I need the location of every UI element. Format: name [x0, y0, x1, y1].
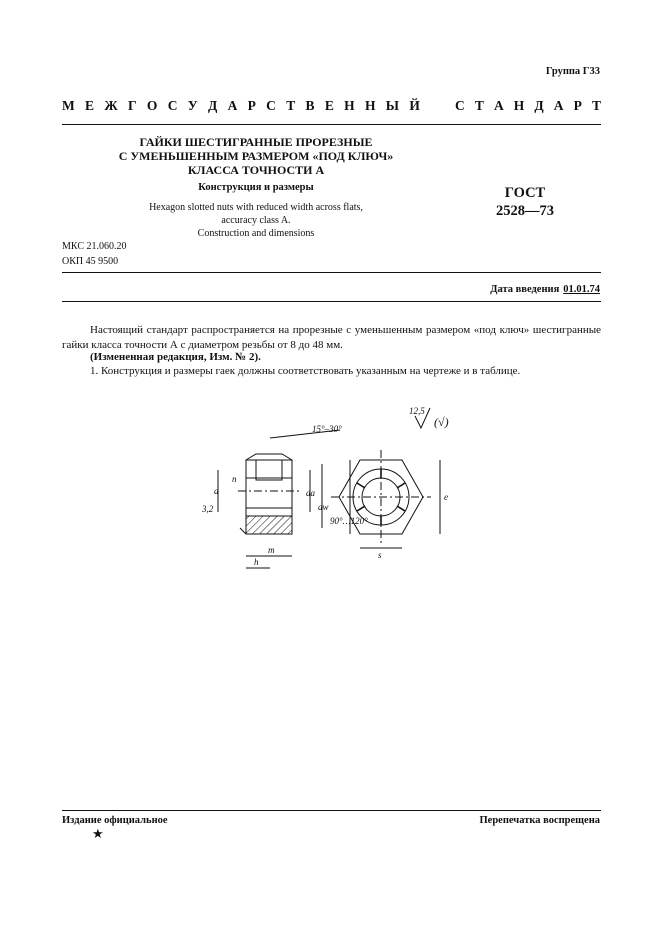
english-title-line: Construction and dimensions — [197, 228, 315, 239]
banner-letter: Е — [85, 98, 95, 113]
mks-code: МКС 21.060.20 — [62, 241, 127, 252]
standard-type-banner — [62, 98, 601, 114]
nut-drawing — [190, 398, 470, 578]
side-roughness-label: 3,2 — [202, 504, 214, 514]
gost-designation — [470, 184, 580, 220]
edition-note: Издание официальное — [62, 815, 168, 826]
banner-letter: Р — [573, 98, 582, 113]
reprint-note: Перепечатка воспрещена — [479, 815, 600, 826]
nut-side-view — [238, 454, 300, 534]
title-line: С УМЕНЬШЕННЫМ РАЗМЕРОМ «ПОД КЛЮЧ» — [118, 149, 394, 163]
english-title-line: accuracy class A. — [221, 215, 291, 226]
e-label: e — [444, 492, 448, 502]
banner-letter: Д — [207, 98, 218, 113]
scope-paragraph: Настоящий стандарт распространяется на прорезные с уменьшенным размером «под ключ» шестигранные гайки класса точности А с диаметром резьбы от 8 до 48 мм. — [62, 324, 601, 351]
document-subtitle: Конструкция и размеры — [198, 182, 314, 193]
banner-letter: С — [266, 98, 276, 113]
construction-paragraph: 1. Конструкция и размеры гаек должны соответствовать указанным на чертеже и в таблице. — [90, 365, 521, 377]
banner-letter: Ы — [385, 98, 400, 113]
banner-letter: А — [227, 98, 238, 113]
banner-letter: Р — [247, 98, 256, 113]
banner-letter: А — [553, 98, 564, 113]
english-title-line: Hexagon slotted nuts with reduced width across flats, — [149, 202, 363, 213]
amendment-note: (Измененная редакция, Изм. № 2). — [90, 351, 261, 363]
banner-letter: Т — [474, 98, 484, 113]
group-code: Группа Г33 — [545, 66, 600, 77]
gost-label: ГОСТ — [504, 185, 546, 201]
intro-date-value: 01.01.74 — [563, 284, 600, 295]
okp-code: ОКП 45 9500 — [62, 255, 119, 267]
title-line: ГАЙКИ ШЕСТИГРАННЫЕ ПРОРЕЗНЫЕ — [139, 135, 373, 149]
da-label: da — [306, 488, 315, 498]
d-label: d — [214, 486, 219, 496]
banner-letter: Ж — [104, 98, 118, 113]
classification-codes — [62, 240, 126, 269]
roughness-value: 12,5 — [409, 406, 425, 416]
s-label: s — [378, 550, 382, 560]
banner-word-interstate — [62, 98, 420, 114]
n-label: n — [232, 474, 237, 484]
h-label: h — [254, 557, 259, 567]
date-rule — [62, 301, 601, 302]
banner-letter: Н — [364, 98, 376, 113]
document-title — [95, 135, 417, 177]
banner-letter: М — [62, 98, 75, 113]
english-title — [95, 201, 417, 240]
cone-angle-label: 90°…120° — [330, 516, 368, 526]
title-line: КЛАССА ТОЧНОСТИ А — [187, 163, 325, 177]
m-label: m — [268, 545, 275, 555]
codes-rule — [62, 272, 601, 273]
banner-letter: А — [493, 98, 504, 113]
top-rule — [62, 124, 601, 125]
banner-letter: Н — [344, 98, 355, 113]
angle-label: 15°–30° — [312, 424, 342, 434]
gost-number: 2528—73 — [496, 203, 554, 219]
banner-letter: Т — [286, 98, 296, 113]
banner-word-standard — [455, 98, 601, 114]
banner-letter: Й — [409, 98, 420, 113]
banner-letter: В — [305, 98, 315, 113]
banner-letter: Д — [534, 98, 544, 113]
dw-label: dw — [318, 502, 329, 512]
nut-top-view — [331, 450, 431, 544]
footer-rule — [62, 810, 601, 811]
banner-letter: С — [455, 98, 465, 113]
roughness-mark: (√) — [434, 415, 449, 429]
banner-letter: С — [167, 98, 178, 113]
roughness-symbol — [409, 406, 449, 429]
banner-letter: Т — [591, 98, 601, 113]
banner-letter: Н — [513, 98, 525, 113]
banner-letter: Е — [324, 98, 334, 113]
banner-letter: Г — [128, 98, 137, 113]
intro-date-label: Дата введения — [490, 284, 560, 295]
banner-letter: У — [187, 98, 198, 113]
introduction-date — [490, 284, 600, 295]
star-mark: ★ — [92, 826, 104, 841]
banner-letter: О — [146, 98, 158, 113]
